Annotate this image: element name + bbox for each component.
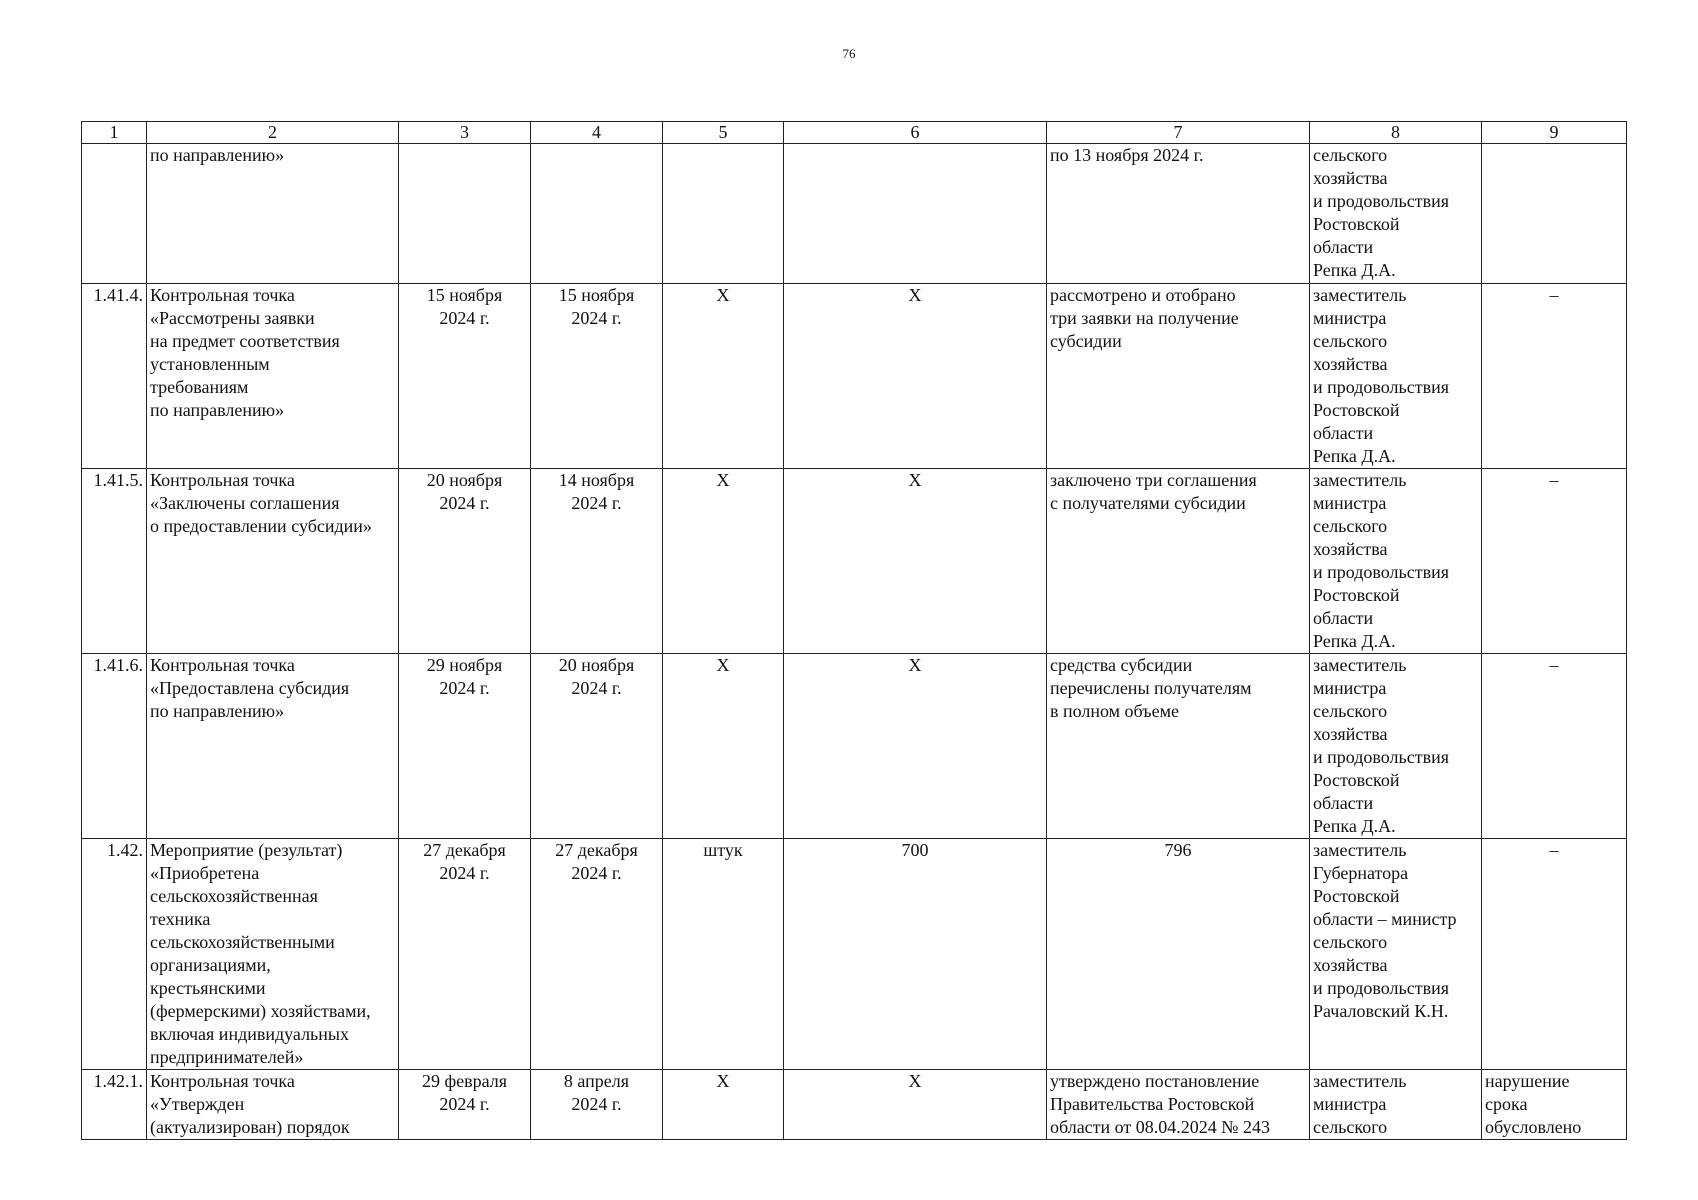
plan-date-cell <box>399 144 531 284</box>
plan-date-cell: 15 ноября 2024 г. <box>399 284 531 469</box>
row-number-cell: 1.42. <box>82 839 147 1070</box>
column-header: 7 <box>1047 122 1310 144</box>
plan-value-cell <box>784 144 1047 284</box>
column-header: 9 <box>1482 122 1627 144</box>
column-header: 8 <box>1310 122 1482 144</box>
fact-date-cell: 27 декабря 2024 г. <box>531 839 663 1070</box>
unit-cell: X <box>663 284 784 469</box>
result-cell: средства субсидии перечислены получателям в полном объеме <box>1047 654 1310 839</box>
unit-cell: X <box>663 1070 784 1140</box>
unit-cell: X <box>663 654 784 839</box>
column-header: 1 <box>82 122 147 144</box>
column-header: 4 <box>531 122 663 144</box>
plan-value-cell: X <box>784 1070 1047 1140</box>
note-cell <box>1482 144 1627 284</box>
result-cell: заключено три соглашения с получателями субсидии <box>1047 469 1310 654</box>
plan-date-cell: 29 ноября 2024 г. <box>399 654 531 839</box>
fact-date-cell: 20 ноября 2024 г. <box>531 654 663 839</box>
responsible-cell: заместитель министра сельского <box>1310 1070 1482 1140</box>
responsible-cell: заместитель министра сельского хозяйства и продовольствия Ростовской области Репка Д.А. <box>1310 284 1482 469</box>
note-cell: – <box>1482 839 1627 1070</box>
unit-cell: штук <box>663 839 784 1070</box>
activity-name-cell: Контрольная точка «Утвержден (актуализирован) порядок <box>147 1070 399 1140</box>
row-number-cell: 1.41.6. <box>82 654 147 839</box>
note-cell: – <box>1482 469 1627 654</box>
fact-date-cell: 14 ноября 2024 г. <box>531 469 663 654</box>
row-number-cell: 1.42.1. <box>82 1070 147 1140</box>
column-number-header-row <box>82 122 1627 144</box>
page-number: 76 <box>842 46 856 61</box>
fact-date-cell <box>531 144 663 284</box>
unit-cell <box>663 144 784 284</box>
table-row <box>82 144 1627 284</box>
plan-value-cell: X <box>784 469 1047 654</box>
result-cell: по 13 ноября 2024 г. <box>1047 144 1310 284</box>
responsible-cell: заместитель Губернатора Ростовской области – министр сельского хозяйства и продовольствия Рачаловский К.Н. <box>1310 839 1482 1070</box>
table-row <box>82 839 1627 1070</box>
note-cell: – <box>1482 654 1627 839</box>
table-row <box>82 284 1627 469</box>
column-header: 6 <box>784 122 1047 144</box>
responsible-cell: заместитель министра сельского хозяйства и продовольствия Ростовской области Репка Д.А. <box>1310 654 1482 839</box>
plan-date-cell: 29 февраля 2024 г. <box>399 1070 531 1140</box>
table-row <box>82 1070 1627 1140</box>
fact-date-cell: 8 апреля 2024 г. <box>531 1070 663 1140</box>
plan-value-cell: X <box>784 284 1047 469</box>
activity-name-cell: Мероприятие (результат) «Приобретена сельскохозяйственная техника сельскохозяйственными организациями, крестьянскими (фермерскими) хозяйствами, включая индивидуальных предпринимателей» <box>147 839 399 1070</box>
column-header: 2 <box>147 122 399 144</box>
fact-date-cell: 15 ноября 2024 г. <box>531 284 663 469</box>
column-header: 3 <box>399 122 531 144</box>
plan-date-cell: 20 ноября 2024 г. <box>399 469 531 654</box>
result-cell: 796 <box>1047 839 1310 1070</box>
unit-cell: X <box>663 469 784 654</box>
responsible-cell: заместитель министра сельского хозяйства и продовольствия Ростовской области Репка Д.А. <box>1310 469 1482 654</box>
note-cell: нарушение срока обусловлено <box>1482 1070 1627 1140</box>
report-table <box>81 121 1627 1140</box>
responsible-cell: сельского хозяйства и продовольствия Ростовской области Репка Д.А. <box>1310 144 1482 284</box>
row-number-cell: 1.41.4. <box>82 284 147 469</box>
plan-date-cell: 27 декабря 2024 г. <box>399 839 531 1070</box>
plan-value-cell: X <box>784 654 1047 839</box>
result-cell: рассмотрено и отобрано три заявки на получение субсидии <box>1047 284 1310 469</box>
activity-name-cell: Контрольная точка «Заключены соглашения о предоставлении субсидии» <box>147 469 399 654</box>
activity-name-cell: Контрольная точка «Рассмотрены заявки на предмет соответствия установленным требованиям по направлению» <box>147 284 399 469</box>
table-row <box>82 469 1627 654</box>
activity-name-cell: Контрольная точка «Предоставлена субсидия по направлению» <box>147 654 399 839</box>
result-cell: утверждено постановление Правительства Ростовской области от 08.04.2024 № 243 <box>1047 1070 1310 1140</box>
note-cell: – <box>1482 284 1627 469</box>
plan-value-cell: 700 <box>784 839 1047 1070</box>
column-header: 5 <box>663 122 784 144</box>
row-number-cell <box>82 144 147 284</box>
activity-name-cell: по направлению» <box>147 144 399 284</box>
table-row <box>82 654 1627 839</box>
row-number-cell: 1.41.5. <box>82 469 147 654</box>
